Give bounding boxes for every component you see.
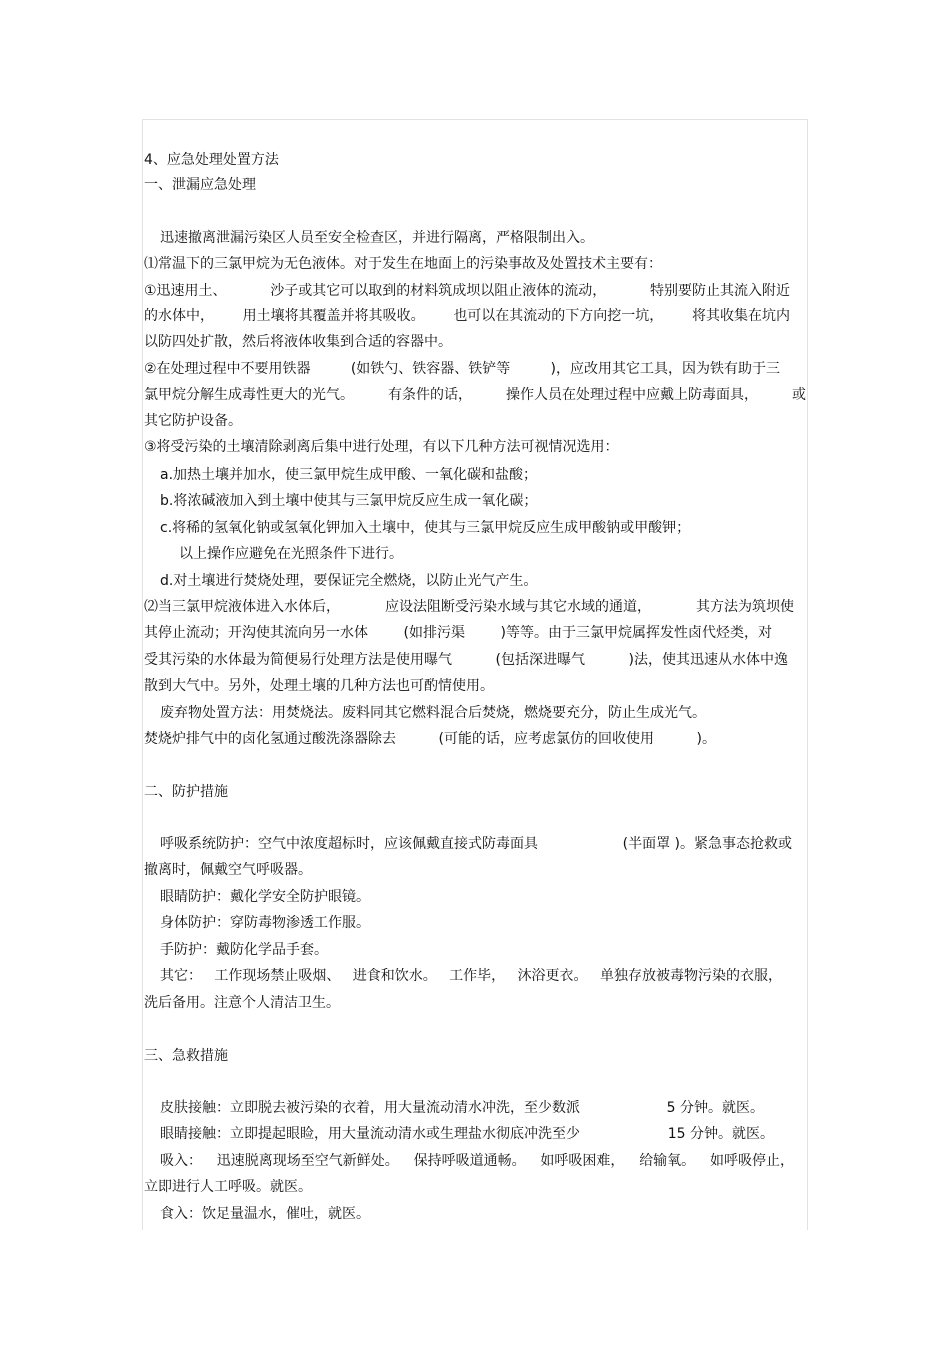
s3-eyes: 眼睛接触：立即提起眼睑，用大量流动清水或生理盐水彻底冲洗至少 15 分钟。就医。 <box>160 1126 774 1142</box>
s1-p2-line3: 以防四处扩散，然后将液体收集到合适的容器中。 <box>144 334 452 350</box>
s3-inhale-line1: 吸入： 迅速脱离现场至空气新鲜处。 保持呼吸道通畅。 如呼吸困难， 给输氧。 如呼吸停止， <box>160 1153 794 1169</box>
s1-item-c: c.将稀的氢氧化钠或氢氧化钾加入土壤中，使其与三氯甲烷反应生成甲酸钠或甲酸钾； <box>160 520 691 536</box>
section1-title: 一、泄漏应急处理 <box>144 177 256 193</box>
s1-p4: ③将受污染的土壤清除剥离后集中进行处理，有以下几种方法可视情况选用： <box>144 439 619 455</box>
s2-resp-line2: 撤离时，佩戴空气呼吸器。 <box>144 862 312 878</box>
s1-p5-line1: ⑵当三氯甲烷液体进入水体后， 应设法阻断受污染水域与其它水域的通道， 其方法为筑坝使 <box>144 599 794 615</box>
s1-item-a: a.加热土壤并加水，使三氯甲烷生成甲酸、一氧化碳和盐酸； <box>160 467 538 483</box>
s1-p3-line2: 氯甲烷分解生成毒性更大的光气。 有条件的话， 操作人员在处理过程中应戴上防毒面具， 或 <box>144 387 806 403</box>
section3-title: 三、急救措施 <box>144 1048 228 1064</box>
s3-skin: 皮肤接触：立即脱去被污染的衣着，用大量流动清水冲洗，至少数派 5 分钟。就医。 <box>160 1100 764 1116</box>
s3-inhale-line2: 立即进行人工呼吸。就医。 <box>144 1179 312 1195</box>
s2-eye: 眼睛防护：戴化学安全防护眼镜。 <box>160 889 370 905</box>
s2-other-line2: 洗后备用。注意个人清洁卫生。 <box>144 995 340 1011</box>
s1-item-d: d.对土壤进行焚烧处理，要保证完全燃烧，以防止光气产生。 <box>160 573 538 589</box>
s2-resp-line1: 呼吸系统防护：空气中浓度超标时，应该佩戴直接式防毒面具 (半面罩 )。紧急事态抢救或 <box>160 836 792 852</box>
s1-p1: ⑴常温下的三氯甲烷为无色液体。对于发生在地面上的污染事故及处置技术主要有： <box>144 256 662 272</box>
s1-p5-line2: 其停止流动；开沟使其流向另一水体 (如排污渠 )等等。由于三氯甲烷属挥发性卤代烃类，对 <box>144 625 772 641</box>
heading: 4、应急处理处置方法 <box>144 152 279 168</box>
s1-p5-line4: 散到大气中。另外，处理土壤的几种方法也可酌情使用。 <box>144 678 494 694</box>
s2-hand: 手防护：戴防化学品手套。 <box>160 942 328 958</box>
s1-item-c-note: 以上操作应避免在光照条件下进行。 <box>179 546 403 562</box>
s3-ingest: 食入：饮足量温水，催吐，就医。 <box>160 1206 370 1222</box>
s1-p2-line2: 的水体中， 用土壤将其覆盖并将其吸收。 也可以在其流动的下方向挖一坑， 将其收集在坑内 <box>144 308 790 324</box>
s1-item-b: b.将浓碱液加入到土壤中使其与三氯甲烷反应生成一氧化碳； <box>160 493 538 509</box>
s1-p5-line3: 受其污染的水体最为简便易行处理方法是使用曝气 (包括深进曝气 )法，使其迅速从水体中逸 <box>144 652 788 668</box>
s1-p6-line2: 焚烧炉排气中的卤化氢通过酸洗涤器除去 (可能的话，应考虑氯仿的回收使用 )。 <box>144 731 716 747</box>
s1-intro: 迅速撤离泄漏污染区人员至安全检查区，并进行隔离，严格限制出入。 <box>160 230 594 246</box>
s1-p3-line1: ②在处理过程中不要用铁器 (如铁勺、铁容器、铁铲等 )，应改用其它工具，因为铁有助于三 <box>144 361 780 377</box>
s1-p6-line1: 废弃物处置方法：用焚烧法。废料同其它燃料混合后焚烧，燃烧要充分，防止生成光气。 <box>160 705 706 721</box>
s2-body: 身体防护：穿防毒物渗透工作服。 <box>160 915 370 931</box>
s1-p3-line3: 其它防护设备。 <box>144 413 242 429</box>
section2-title: 二、防护措施 <box>144 784 228 800</box>
s2-other-line1: 其它： 工作现场禁止吸烟、 进食和饮水。 工作毕， 沐浴更衣。 单独存放被毒物污染的衣服， <box>160 968 782 984</box>
s1-p2-line1: ①迅速用土、 沙子或其它可以取到的材料筑成坝以阻止液体的流动， 特别要防止其流入附近 <box>144 283 790 299</box>
